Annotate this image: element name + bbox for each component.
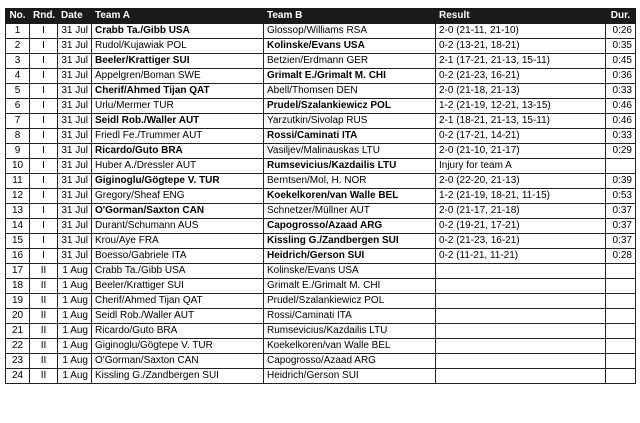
cell-duration xyxy=(606,294,636,309)
cell-result: 2-0 (21-18, 21-13) xyxy=(436,84,606,99)
cell-team-a: Kissling G./Zandbergen SUI xyxy=(92,369,264,384)
cell-result: 0-2 (13-21, 18-21) xyxy=(436,39,606,54)
cell-no: 9 xyxy=(6,144,30,159)
cell-round: I xyxy=(30,219,58,234)
cell-team-b: Capogrosso/Azaad ARG xyxy=(264,354,436,369)
cell-round: I xyxy=(30,39,58,54)
cell-date: 1 Aug xyxy=(58,279,92,294)
cell-team-b: Abell/Thomsen DEN xyxy=(264,84,436,99)
cell-result xyxy=(436,354,606,369)
cell-duration: 0:53 xyxy=(606,189,636,204)
cell-duration xyxy=(606,159,636,174)
cell-team-b: Yarzutkin/Sivolap RUS xyxy=(264,114,436,129)
cell-team-a: Appelgren/Boman SWE xyxy=(92,69,264,84)
cell-date: 1 Aug xyxy=(58,324,92,339)
cell-round: II xyxy=(30,279,58,294)
table-row xyxy=(6,69,636,84)
table-row xyxy=(6,129,636,144)
cell-date: 1 Aug xyxy=(58,369,92,384)
cell-duration: 0:37 xyxy=(606,234,636,249)
cell-team-a: Giginoglu/Gögtepe V. TUR xyxy=(92,174,264,189)
cell-round: I xyxy=(30,249,58,264)
cell-duration xyxy=(606,264,636,279)
table-row xyxy=(6,294,636,309)
cell-duration: 0:33 xyxy=(606,129,636,144)
cell-round: I xyxy=(30,174,58,189)
cell-team-a: Urlu/Mermer TUR xyxy=(92,99,264,114)
table-row xyxy=(6,219,636,234)
table-row xyxy=(6,144,636,159)
cell-no: 2 xyxy=(6,39,30,54)
cell-duration: 0:29 xyxy=(606,144,636,159)
header-team-b: Team B xyxy=(264,9,436,24)
cell-team-b: Koekelkoren/van Walle BEL xyxy=(264,339,436,354)
cell-date: 1 Aug xyxy=(58,264,92,279)
cell-round: II xyxy=(30,264,58,279)
cell-team-a: Crabb Ta./Gibb USA xyxy=(92,264,264,279)
cell-result: 0-2 (21-23, 16-21) xyxy=(436,69,606,84)
cell-no: 11 xyxy=(6,174,30,189)
cell-team-a: Huber A./Dressler AUT xyxy=(92,159,264,174)
table-row xyxy=(6,114,636,129)
cell-team-a: Ricardo/Guto BRA xyxy=(92,324,264,339)
cell-round: I xyxy=(30,69,58,84)
cell-duration: 0:35 xyxy=(606,39,636,54)
cell-team-a: O'Gorman/Saxton CAN xyxy=(92,354,264,369)
cell-no: 7 xyxy=(6,114,30,129)
cell-result: 0-2 (17-21, 14-21) xyxy=(436,129,606,144)
cell-round: I xyxy=(30,129,58,144)
cell-duration: 0:28 xyxy=(606,249,636,264)
cell-team-b: Capogrosso/Azaad ARG xyxy=(264,219,436,234)
cell-team-b: Kolinske/Evans USA xyxy=(264,39,436,54)
cell-no: 5 xyxy=(6,84,30,99)
cell-team-a: Cherif/Ahmed Tijan QAT xyxy=(92,294,264,309)
cell-date: 31 Jul xyxy=(58,249,92,264)
cell-result xyxy=(436,294,606,309)
cell-no: 22 xyxy=(6,339,30,354)
header-team-a: Team A xyxy=(92,9,264,24)
table-row xyxy=(6,354,636,369)
cell-duration xyxy=(606,324,636,339)
cell-duration xyxy=(606,369,636,384)
cell-date: 31 Jul xyxy=(58,39,92,54)
cell-round: I xyxy=(30,84,58,99)
cell-result: 1-2 (21-19, 12-21, 13-15) xyxy=(436,99,606,114)
cell-result xyxy=(436,309,606,324)
cell-duration: 0:36 xyxy=(606,69,636,84)
cell-date: 31 Jul xyxy=(58,99,92,114)
table-row xyxy=(6,279,636,294)
cell-team-b: Rumsevicius/Kazdailis LTU xyxy=(264,159,436,174)
cell-team-b: Berntsen/Mol, H. NOR xyxy=(264,174,436,189)
cell-round: I xyxy=(30,159,58,174)
match-results-table xyxy=(5,8,636,384)
cell-duration: 0:37 xyxy=(606,204,636,219)
cell-team-b: Grimalt E./Grimalt M. CHI xyxy=(264,279,436,294)
cell-result: 2-0 (21-10, 21-17) xyxy=(436,144,606,159)
cell-round: I xyxy=(30,99,58,114)
cell-date: 31 Jul xyxy=(58,84,92,99)
cell-round: I xyxy=(30,24,58,39)
cell-no: 17 xyxy=(6,264,30,279)
cell-duration: 0:46 xyxy=(606,99,636,114)
cell-team-a: Krou/Aye FRA xyxy=(92,234,264,249)
table-row xyxy=(6,189,636,204)
cell-no: 12 xyxy=(6,189,30,204)
cell-duration xyxy=(606,354,636,369)
header-date: Date xyxy=(58,9,92,24)
cell-date: 31 Jul xyxy=(58,54,92,69)
cell-round: II xyxy=(30,369,58,384)
cell-duration: 0:33 xyxy=(606,84,636,99)
cell-team-a: Gregory/Sheaf ENG xyxy=(92,189,264,204)
cell-round: II xyxy=(30,339,58,354)
cell-team-a: Crabb Ta./Gibb USA xyxy=(92,24,264,39)
cell-round: II xyxy=(30,354,58,369)
cell-round: I xyxy=(30,144,58,159)
header-no: No. xyxy=(6,9,30,24)
cell-result: 2-1 (17-21, 21-13, 15-11) xyxy=(436,54,606,69)
cell-team-a: O'Gorman/Saxton CAN xyxy=(92,204,264,219)
cell-result: 0-2 (11-21, 11-21) xyxy=(436,249,606,264)
table-row xyxy=(6,24,636,39)
cell-no: 15 xyxy=(6,234,30,249)
table-row xyxy=(6,249,636,264)
cell-date: 31 Jul xyxy=(58,159,92,174)
table-row xyxy=(6,99,636,114)
cell-result: 2-1 (18-21, 21-13, 15-11) xyxy=(436,114,606,129)
table-header xyxy=(6,9,636,24)
cell-no: 18 xyxy=(6,279,30,294)
cell-no: 6 xyxy=(6,99,30,114)
cell-team-a: Beeler/Krattiger SUI xyxy=(92,54,264,69)
cell-team-b: Prudel/Szalankiewicz POL xyxy=(264,294,436,309)
cell-team-b: Heidrich/Gerson SUI xyxy=(264,369,436,384)
header-duration: Dur. xyxy=(606,9,636,24)
cell-round: I xyxy=(30,204,58,219)
header-round: Rnd. xyxy=(30,9,58,24)
cell-team-a: Giginoglu/Gögtepe V. TUR xyxy=(92,339,264,354)
cell-team-b: Glossop/Williams RSA xyxy=(264,24,436,39)
cell-result: 0-2 (21-23, 16-21) xyxy=(436,234,606,249)
cell-team-b: Grimalt E./Grimalt M. CHI xyxy=(264,69,436,84)
table-row xyxy=(6,369,636,384)
cell-date: 1 Aug xyxy=(58,294,92,309)
cell-no: 8 xyxy=(6,129,30,144)
cell-no: 10 xyxy=(6,159,30,174)
table-row xyxy=(6,84,636,99)
table-body xyxy=(6,24,636,384)
cell-duration: 0:46 xyxy=(606,114,636,129)
table-row xyxy=(6,234,636,249)
cell-team-a: Ricardo/Guto BRA xyxy=(92,144,264,159)
cell-team-a: Cherif/Ahmed Tijan QAT xyxy=(92,84,264,99)
cell-result xyxy=(436,279,606,294)
cell-date: 31 Jul xyxy=(58,189,92,204)
cell-no: 24 xyxy=(6,369,30,384)
cell-date: 31 Jul xyxy=(58,174,92,189)
cell-round: II xyxy=(30,309,58,324)
cell-result: 2-0 (22-20, 21-13) xyxy=(436,174,606,189)
cell-team-b: Heidrich/Gerson SUI xyxy=(264,249,436,264)
table-row xyxy=(6,39,636,54)
header-result: Result xyxy=(436,9,606,24)
cell-no: 23 xyxy=(6,354,30,369)
cell-team-a: Rudol/Kujawiak POL xyxy=(92,39,264,54)
cell-date: 31 Jul xyxy=(58,114,92,129)
cell-no: 20 xyxy=(6,309,30,324)
cell-result xyxy=(436,339,606,354)
cell-team-a: Boesso/Gabriele ITA xyxy=(92,249,264,264)
cell-no: 1 xyxy=(6,24,30,39)
cell-team-b: Vasiljev/Malinauskas LTU xyxy=(264,144,436,159)
cell-duration: 0:26 xyxy=(606,24,636,39)
cell-result: 2-0 (21-11, 21-10) xyxy=(436,24,606,39)
cell-date: 1 Aug xyxy=(58,354,92,369)
cell-team-a: Seidl Rob./Waller AUT xyxy=(92,309,264,324)
cell-team-a: Friedl Fe./Trummer AUT xyxy=(92,129,264,144)
cell-team-a: Durant/Schumann AUS xyxy=(92,219,264,234)
table-row xyxy=(6,309,636,324)
cell-team-b: Prudel/Szalankiewicz POL xyxy=(264,99,436,114)
cell-duration xyxy=(606,279,636,294)
cell-round: I xyxy=(30,189,58,204)
cell-result: 1-2 (21-19, 18-21, 11-15) xyxy=(436,189,606,204)
table-row xyxy=(6,174,636,189)
header-row xyxy=(6,9,636,24)
cell-team-b: Kissling G./Zandbergen SUI xyxy=(264,234,436,249)
cell-round: II xyxy=(30,324,58,339)
cell-duration: 0:45 xyxy=(606,54,636,69)
cell-round: I xyxy=(30,234,58,249)
cell-date: 31 Jul xyxy=(58,144,92,159)
cell-round: II xyxy=(30,294,58,309)
cell-duration xyxy=(606,309,636,324)
cell-team-b: Rossi/Caminati ITA xyxy=(264,309,436,324)
table-row xyxy=(6,339,636,354)
cell-result xyxy=(436,369,606,384)
cell-team-b: Rumsevicius/Kazdailis LTU xyxy=(264,324,436,339)
cell-duration: 0:39 xyxy=(606,174,636,189)
cell-round: I xyxy=(30,114,58,129)
cell-result: Injury for team A xyxy=(436,159,606,174)
cell-no: 16 xyxy=(6,249,30,264)
cell-no: 21 xyxy=(6,324,30,339)
table-row xyxy=(6,54,636,69)
cell-date: 1 Aug xyxy=(58,309,92,324)
cell-date: 31 Jul xyxy=(58,204,92,219)
cell-duration: 0:37 xyxy=(606,219,636,234)
cell-no: 4 xyxy=(6,69,30,84)
table-row xyxy=(6,204,636,219)
cell-date: 31 Jul xyxy=(58,219,92,234)
cell-date: 31 Jul xyxy=(58,69,92,84)
cell-round: I xyxy=(30,54,58,69)
cell-team-b: Rossi/Caminati ITA xyxy=(264,129,436,144)
cell-no: 14 xyxy=(6,219,30,234)
cell-team-a: Beeler/Krattiger SUI xyxy=(92,279,264,294)
cell-date: 31 Jul xyxy=(58,129,92,144)
cell-result xyxy=(436,264,606,279)
cell-result: 2-0 (21-17, 21-18) xyxy=(436,204,606,219)
cell-result: 0-2 (19-21, 17-21) xyxy=(436,219,606,234)
cell-duration xyxy=(606,339,636,354)
cell-team-b: Betzien/Erdmann GER xyxy=(264,54,436,69)
cell-team-b: Kolinske/Evans USA xyxy=(264,264,436,279)
cell-team-b: Koekelkoren/van Walle BEL xyxy=(264,189,436,204)
cell-team-b: Schnetzer/Müllner AUT xyxy=(264,204,436,219)
table-row xyxy=(6,324,636,339)
cell-result xyxy=(436,324,606,339)
cell-no: 19 xyxy=(6,294,30,309)
cell-date: 1 Aug xyxy=(58,339,92,354)
table-row xyxy=(6,159,636,174)
cell-no: 3 xyxy=(6,54,30,69)
cell-date: 31 Jul xyxy=(58,234,92,249)
cell-no: 13 xyxy=(6,204,30,219)
cell-team-a: Seidl Rob./Waller AUT xyxy=(92,114,264,129)
table-row xyxy=(6,264,636,279)
cell-date: 31 Jul xyxy=(58,24,92,39)
